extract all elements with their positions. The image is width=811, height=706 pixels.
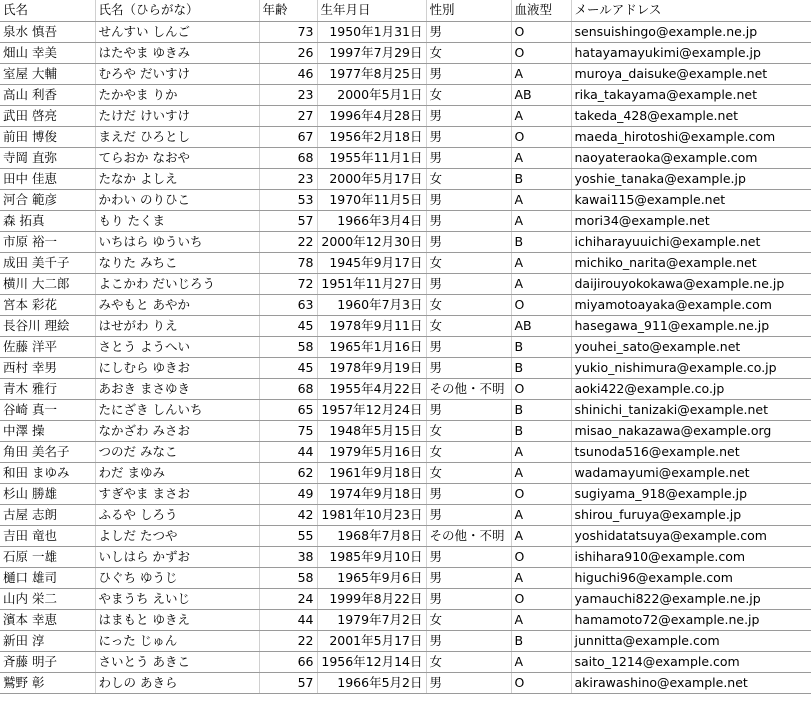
cell-name[interactable]: 室屋 大輔 (0, 63, 95, 84)
cell-email[interactable]: muroya_daisuke@example.net (571, 63, 811, 84)
cell-birthday[interactable]: 1979年5月16日 (317, 441, 426, 462)
cell-age[interactable]: 24 (259, 588, 317, 609)
table-row (0, 525, 811, 546)
cell-name[interactable]: 畑山 幸美 (0, 42, 95, 63)
cell-birthday[interactable]: 1960年7月3日 (317, 294, 426, 315)
cell-name[interactable]: 角田 美名子 (0, 441, 95, 462)
cell-kana[interactable]: すぎやま まさお (95, 483, 259, 504)
cell-age[interactable]: 53 (259, 189, 317, 210)
header-row (0, 0, 811, 21)
table-row (0, 609, 811, 630)
cell-blood-type[interactable]: A (511, 525, 571, 546)
table-row (0, 105, 811, 126)
cell-name[interactable]: 和田 まゆみ (0, 462, 95, 483)
cell-age[interactable]: 22 (259, 231, 317, 252)
cell-email[interactable]: maeda_hirotoshi@example.com (571, 126, 811, 147)
cell-age[interactable]: 78 (259, 252, 317, 273)
table-row (0, 420, 811, 441)
cell-age[interactable]: 45 (259, 357, 317, 378)
cell-email[interactable]: tsunoda516@example.net (571, 441, 811, 462)
cell-email[interactable]: rika_takayama@example.net (571, 84, 811, 105)
cell-name[interactable]: 斉藤 明子 (0, 651, 95, 672)
cell-kana[interactable]: たなか よしえ (95, 168, 259, 189)
cell-age[interactable]: 58 (259, 567, 317, 588)
cell-gender[interactable]: 女 (426, 168, 511, 189)
cell-gender[interactable]: 男 (426, 126, 511, 147)
cell-age[interactable]: 44 (259, 609, 317, 630)
cell-blood-type[interactable]: O (511, 378, 571, 399)
cell-age[interactable]: 26 (259, 42, 317, 63)
cell-birthday[interactable]: 2001年5月17日 (317, 630, 426, 651)
cell-gender[interactable]: 女 (426, 420, 511, 441)
table-row (0, 588, 811, 609)
table-row (0, 336, 811, 357)
cell-birthday[interactable]: 1999年8月22日 (317, 588, 426, 609)
cell-kana[interactable]: いしはら かずお (95, 546, 259, 567)
cell-gender[interactable]: 男 (426, 630, 511, 651)
cell-age[interactable]: 63 (259, 294, 317, 315)
cell-gender[interactable]: 女 (426, 315, 511, 336)
cell-age[interactable]: 62 (259, 462, 317, 483)
cell-kana[interactable]: なりた みちこ (95, 252, 259, 273)
cell-email[interactable]: yamauchi822@example.ne.jp (571, 588, 811, 609)
cell-name[interactable]: 横川 大二郎 (0, 273, 95, 294)
table-row (0, 357, 811, 378)
cell-birthday[interactable]: 1996年4月28日 (317, 105, 426, 126)
cell-age[interactable]: 57 (259, 210, 317, 231)
cell-name[interactable]: 山内 栄二 (0, 588, 95, 609)
cell-name[interactable]: 田中 佳恵 (0, 168, 95, 189)
cell-age[interactable]: 68 (259, 378, 317, 399)
cell-email[interactable]: daijirouyokokawa@example.ne.jp (571, 273, 811, 294)
cell-kana[interactable]: たけだ けいすけ (95, 105, 259, 126)
table-row (0, 63, 811, 84)
cell-blood-type[interactable]: A (511, 462, 571, 483)
cell-name[interactable]: 谷崎 真一 (0, 399, 95, 420)
cell-gender[interactable]: その他・不明 (426, 525, 511, 546)
cell-birthday[interactable]: 1978年9月11日 (317, 315, 426, 336)
table-row (0, 294, 811, 315)
cell-kana[interactable]: せんすい しんご (95, 21, 259, 42)
cell-birthday[interactable]: 1951年11月27日 (317, 273, 426, 294)
cell-age[interactable]: 66 (259, 651, 317, 672)
table-row (0, 84, 811, 105)
cell-gender[interactable]: 男 (426, 567, 511, 588)
cell-blood-type[interactable]: A (511, 252, 571, 273)
cell-name[interactable]: 泉水 慎吾 (0, 21, 95, 42)
cell-birthday[interactable]: 1977年8月25日 (317, 63, 426, 84)
cell-email[interactable]: yoshie_tanaka@example.jp (571, 168, 811, 189)
cell-gender[interactable]: 男 (426, 63, 511, 84)
cell-kana[interactable]: まえだ ひろとし (95, 126, 259, 147)
table-row (0, 315, 811, 336)
cell-kana[interactable]: てらおか なおや (95, 147, 259, 168)
table-row (0, 441, 811, 462)
cell-email[interactable]: higuchi96@example.com (571, 567, 811, 588)
cell-email[interactable]: junnitta@example.com (571, 630, 811, 651)
cell-name[interactable]: 新田 淳 (0, 630, 95, 651)
cell-gender[interactable]: 男 (426, 189, 511, 210)
cell-gender[interactable]: 男 (426, 231, 511, 252)
cell-age[interactable]: 38 (259, 546, 317, 567)
cell-email[interactable]: misao_nakazawa@example.org (571, 420, 811, 441)
cell-gender[interactable]: 男 (426, 399, 511, 420)
cell-age[interactable]: 75 (259, 420, 317, 441)
cell-email[interactable]: aoki422@example.co.jp (571, 378, 811, 399)
cell-gender[interactable]: 男 (426, 336, 511, 357)
cell-birthday[interactable]: 1961年9月18日 (317, 462, 426, 483)
cell-email[interactable]: hatayamayukimi@example.jp (571, 42, 811, 63)
cell-kana[interactable]: たにざき しんいち (95, 399, 259, 420)
cell-email[interactable]: miyamotoayaka@example.com (571, 294, 811, 315)
cell-age[interactable]: 57 (259, 672, 317, 693)
cell-blood-type[interactable]: O (511, 294, 571, 315)
cell-blood-type[interactable]: B (511, 630, 571, 651)
cell-birthday[interactable]: 1957年12月24日 (317, 399, 426, 420)
cell-blood-type[interactable]: B (511, 231, 571, 252)
cell-age[interactable]: 73 (259, 21, 317, 42)
header-age[interactable]: 年齢 (259, 0, 317, 21)
cell-blood-type[interactable]: O (511, 21, 571, 42)
table-row (0, 189, 811, 210)
header-gender[interactable]: 性別 (426, 0, 511, 21)
cell-blood-type[interactable]: B (511, 336, 571, 357)
cell-email[interactable]: shirou_furuya@example.jp (571, 504, 811, 525)
cell-age[interactable]: 49 (259, 483, 317, 504)
cell-blood-type[interactable]: A (511, 210, 571, 231)
table-row (0, 168, 811, 189)
cell-age[interactable]: 55 (259, 525, 317, 546)
header-name[interactable]: 氏名 (0, 0, 95, 21)
cell-birthday[interactable]: 1950年1月31日 (317, 21, 426, 42)
cell-name[interactable]: 河合 範彦 (0, 189, 95, 210)
table-row (0, 42, 811, 63)
cell-gender[interactable]: 男 (426, 105, 511, 126)
cell-gender[interactable]: 男 (426, 483, 511, 504)
cell-birthday[interactable]: 1981年10月23日 (317, 504, 426, 525)
table-row (0, 483, 811, 504)
cell-blood-type[interactable]: A (511, 441, 571, 462)
cell-blood-type[interactable]: B (511, 168, 571, 189)
cell-gender[interactable]: 男 (426, 546, 511, 567)
cell-age[interactable]: 23 (259, 168, 317, 189)
cell-age[interactable]: 22 (259, 630, 317, 651)
cell-gender[interactable]: 女 (426, 84, 511, 105)
cell-name[interactable]: 成田 美千子 (0, 252, 95, 273)
table-row (0, 231, 811, 252)
table-body (0, 21, 811, 693)
cell-email[interactable]: sugiyama_918@example.jp (571, 483, 811, 504)
cell-name[interactable]: 西村 幸男 (0, 357, 95, 378)
table-row (0, 126, 811, 147)
cell-gender[interactable]: 男 (426, 504, 511, 525)
cell-blood-type[interactable]: B (511, 399, 571, 420)
cell-age[interactable]: 23 (259, 84, 317, 105)
cell-birthday[interactable]: 1956年2月18日 (317, 126, 426, 147)
header-birthday[interactable]: 生年月日 (317, 0, 426, 21)
cell-age[interactable]: 58 (259, 336, 317, 357)
cell-name[interactable]: 杉山 勝雄 (0, 483, 95, 504)
cell-age[interactable]: 72 (259, 273, 317, 294)
table-row (0, 504, 811, 525)
cell-kana[interactable]: みやもと あやか (95, 294, 259, 315)
table-row (0, 273, 811, 294)
cell-email[interactable]: hasegawa_911@example.ne.jp (571, 315, 811, 336)
cell-blood-type[interactable]: A (511, 147, 571, 168)
cell-gender[interactable]: 男 (426, 21, 511, 42)
cell-name[interactable]: 鷲野 彰 (0, 672, 95, 693)
cell-kana[interactable]: つのだ みなこ (95, 441, 259, 462)
cell-gender[interactable]: 女 (426, 42, 511, 63)
cell-name[interactable]: 寺岡 直弥 (0, 147, 95, 168)
cell-birthday[interactable]: 1966年3月4日 (317, 210, 426, 231)
cell-email[interactable]: naoyateraoka@example.com (571, 147, 811, 168)
cell-birthday[interactable]: 1965年9月6日 (317, 567, 426, 588)
cell-name[interactable]: 武田 啓亮 (0, 105, 95, 126)
table-row (0, 378, 811, 399)
cell-blood-type[interactable]: O (511, 126, 571, 147)
cell-gender[interactable]: 女 (426, 609, 511, 630)
cell-blood-type[interactable]: AB (511, 84, 571, 105)
cell-name[interactable]: 古屋 志朗 (0, 504, 95, 525)
cell-birthday[interactable]: 2000年12月30日 (317, 231, 426, 252)
cell-gender[interactable]: 男 (426, 672, 511, 693)
cell-blood-type[interactable]: A (511, 273, 571, 294)
header-kana[interactable]: 氏名（ひらがな） (95, 0, 259, 21)
cell-birthday[interactable]: 1974年9月18日 (317, 483, 426, 504)
cell-blood-type[interactable]: A (511, 567, 571, 588)
cell-birthday[interactable]: 1948年5月15日 (317, 420, 426, 441)
cell-name[interactable]: 石原 一雄 (0, 546, 95, 567)
cell-blood-type[interactable]: O (511, 546, 571, 567)
cell-kana[interactable]: たかやま りか (95, 84, 259, 105)
cell-age[interactable]: 44 (259, 441, 317, 462)
table-row (0, 252, 811, 273)
cell-email[interactable]: kawai115@example.net (571, 189, 811, 210)
cell-gender[interactable]: 男 (426, 357, 511, 378)
cell-birthday[interactable]: 1970年11月5日 (317, 189, 426, 210)
cell-blood-type[interactable]: B (511, 420, 571, 441)
table-row (0, 651, 811, 672)
cell-name[interactable]: 高山 利香 (0, 84, 95, 105)
cell-name[interactable]: 濱本 幸恵 (0, 609, 95, 630)
cell-email[interactable]: saito_1214@example.com (571, 651, 811, 672)
cell-gender[interactable]: 女 (426, 252, 511, 273)
cell-birthday[interactable]: 1978年9月19日 (317, 357, 426, 378)
cell-birthday[interactable]: 1955年11月1日 (317, 147, 426, 168)
cell-blood-type[interactable]: O (511, 483, 571, 504)
cell-gender[interactable]: 男 (426, 147, 511, 168)
cell-kana[interactable]: ふるや しろう (95, 504, 259, 525)
cell-gender[interactable]: 男 (426, 273, 511, 294)
cell-blood-type[interactable]: A (511, 189, 571, 210)
cell-birthday[interactable]: 1966年5月2日 (317, 672, 426, 693)
cell-blood-type[interactable]: O (511, 42, 571, 63)
cell-email[interactable]: akirawashino@example.net (571, 672, 811, 693)
cell-name[interactable]: 前田 博俊 (0, 126, 95, 147)
cell-kana[interactable]: もり たくま (95, 210, 259, 231)
cell-name[interactable]: 吉田 竜也 (0, 525, 95, 546)
cell-email[interactable]: hamamoto72@example.ne.jp (571, 609, 811, 630)
cell-kana[interactable]: むろや だいすけ (95, 63, 259, 84)
cell-kana[interactable]: にった じゅん (95, 630, 259, 651)
cell-age[interactable]: 67 (259, 126, 317, 147)
cell-age[interactable]: 68 (259, 147, 317, 168)
cell-kana[interactable]: やまうち えいじ (95, 588, 259, 609)
cell-birthday[interactable]: 1965年1月16日 (317, 336, 426, 357)
cell-blood-type[interactable]: A (511, 609, 571, 630)
cell-gender[interactable]: 女 (426, 441, 511, 462)
cell-gender[interactable]: その他・不明 (426, 378, 511, 399)
cell-name[interactable]: 宮本 彩花 (0, 294, 95, 315)
cell-email[interactable]: youhei_sato@example.net (571, 336, 811, 357)
cell-birthday[interactable]: 1979年7月2日 (317, 609, 426, 630)
cell-gender[interactable]: 女 (426, 294, 511, 315)
cell-blood-type[interactable]: B (511, 357, 571, 378)
cell-age[interactable]: 46 (259, 63, 317, 84)
cell-birthday[interactable]: 1956年12月14日 (317, 651, 426, 672)
cell-email[interactable]: ishihara910@example.com (571, 546, 811, 567)
cell-birthday[interactable]: 1945年9月17日 (317, 252, 426, 273)
table-row (0, 462, 811, 483)
cell-birthday[interactable]: 1968年7月8日 (317, 525, 426, 546)
cell-email[interactable]: wadamayumi@example.net (571, 462, 811, 483)
header-email[interactable]: メールアドレス (571, 0, 811, 21)
cell-birthday[interactable]: 1997年7月29日 (317, 42, 426, 63)
cell-age[interactable]: 42 (259, 504, 317, 525)
cell-blood-type[interactable]: A (511, 105, 571, 126)
cell-blood-type[interactable]: O (511, 588, 571, 609)
header-blood-type[interactable]: 血液型 (511, 0, 571, 21)
cell-blood-type[interactable]: A (511, 63, 571, 84)
table-row (0, 672, 811, 693)
cell-kana[interactable]: いちはら ゆういち (95, 231, 259, 252)
cell-email[interactable]: sensuishingo@example.ne.jp (571, 21, 811, 42)
cell-kana[interactable]: にしむら ゆきお (95, 357, 259, 378)
cell-gender[interactable]: 男 (426, 210, 511, 231)
table-row (0, 147, 811, 168)
cell-birthday[interactable]: 2000年5月1日 (317, 84, 426, 105)
cell-email[interactable]: yukio_nishimura@example.co.jp (571, 357, 811, 378)
cell-kana[interactable]: ひぐち ゆうじ (95, 567, 259, 588)
cell-name[interactable]: 青木 雅行 (0, 378, 95, 399)
cell-kana[interactable]: さとう ようへい (95, 336, 259, 357)
cell-name[interactable]: 市原 裕一 (0, 231, 95, 252)
cell-birthday[interactable]: 2000年5月17日 (317, 168, 426, 189)
cell-blood-type[interactable]: AB (511, 315, 571, 336)
cell-kana[interactable]: さいとう あきこ (95, 651, 259, 672)
table-row (0, 546, 811, 567)
cell-email[interactable]: ichiharayuuichi@example.net (571, 231, 811, 252)
cell-blood-type[interactable]: O (511, 672, 571, 693)
table-row (0, 630, 811, 651)
cell-kana[interactable]: はまもと ゆきえ (95, 609, 259, 630)
cell-gender[interactable]: 男 (426, 588, 511, 609)
cell-age[interactable]: 45 (259, 315, 317, 336)
cell-kana[interactable]: はたやま ゆきみ (95, 42, 259, 63)
table-row (0, 567, 811, 588)
cell-name[interactable]: 中澤 操 (0, 420, 95, 441)
cell-email[interactable]: mori34@example.net (571, 210, 811, 231)
cell-blood-type[interactable]: A (511, 504, 571, 525)
cell-kana[interactable]: よしだ たつや (95, 525, 259, 546)
cell-age[interactable]: 27 (259, 105, 317, 126)
cell-kana[interactable]: よこかわ だいじろう (95, 273, 259, 294)
cell-email[interactable]: michiko_narita@example.net (571, 252, 811, 273)
cell-kana[interactable]: かわい のりひこ (95, 189, 259, 210)
cell-name[interactable]: 佐藤 洋平 (0, 336, 95, 357)
cell-kana[interactable]: わだ まゆみ (95, 462, 259, 483)
cell-name[interactable]: 樋口 雄司 (0, 567, 95, 588)
cell-gender[interactable]: 女 (426, 462, 511, 483)
cell-birthday[interactable]: 1955年4月22日 (317, 378, 426, 399)
table-row (0, 210, 811, 231)
cell-name[interactable]: 森 拓真 (0, 210, 95, 231)
table-row (0, 399, 811, 420)
cell-age[interactable]: 65 (259, 399, 317, 420)
cell-email[interactable]: yoshidatatsuya@example.com (571, 525, 811, 546)
cell-name[interactable]: 長谷川 理絵 (0, 315, 95, 336)
cell-birthday[interactable]: 1985年9月10日 (317, 546, 426, 567)
cell-kana[interactable]: わしの あきら (95, 672, 259, 693)
cell-kana[interactable]: はせがわ りえ (95, 315, 259, 336)
cell-kana[interactable]: なかざわ みさお (95, 420, 259, 441)
cell-kana[interactable]: あおき まさゆき (95, 378, 259, 399)
cell-email[interactable]: shinichi_tanizaki@example.net (571, 399, 811, 420)
cell-blood-type[interactable]: A (511, 651, 571, 672)
table-row (0, 21, 811, 42)
cell-email[interactable]: takeda_428@example.net (571, 105, 811, 126)
cell-gender[interactable]: 女 (426, 651, 511, 672)
